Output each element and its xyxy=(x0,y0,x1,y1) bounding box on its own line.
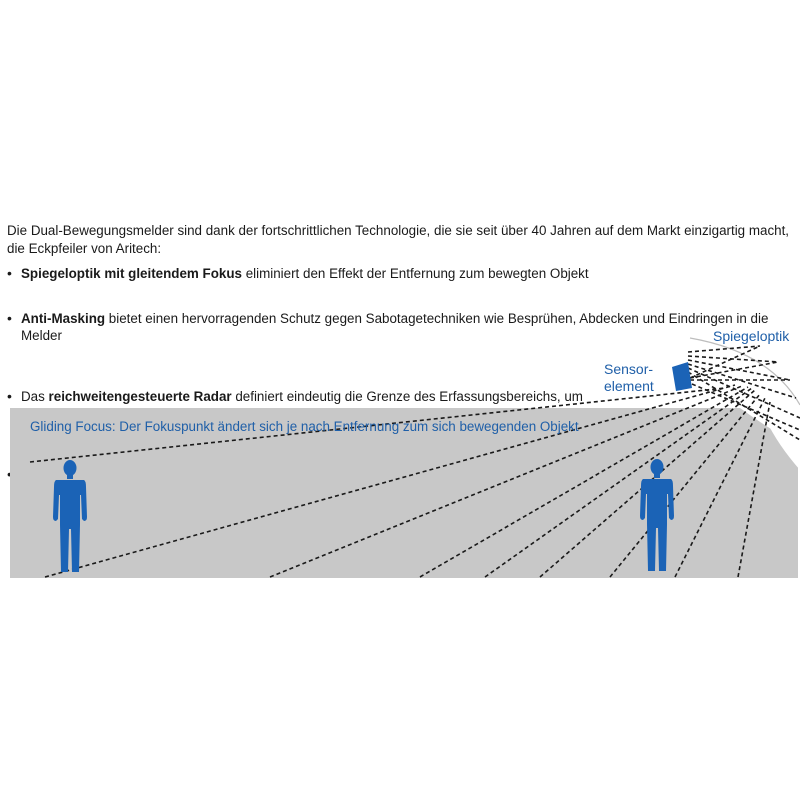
sensor-element xyxy=(672,362,692,391)
intro-text: Die Dual-Bewegungsmelder sind dank der fortschrittlichen Technologie, die sie seit über 40 Jahren auf dem Markt einzigartig macht, die Eckpfeiler von Aritech: xyxy=(7,223,790,256)
feature-highlight: reichweitengesteuerte Radar xyxy=(48,388,232,404)
mirror-optics-label: Spiegeloptik xyxy=(713,328,790,344)
feature-highlight: Spiegeloptik mit gleitendem Fokus xyxy=(21,266,242,281)
feature-text-post: eliminiert den Effekt der Entfernung zum bewegten Objekt xyxy=(241,266,589,281)
feature-text-post: bietet einen hervorragenden Schutz gegen Sabotagetechniken wie Besprühen, Abdecken und Eindringen in die Melder xyxy=(21,310,769,343)
sensor-label-line2: element xyxy=(604,378,654,394)
feature-highlight: Anti-Masking xyxy=(21,310,106,326)
sensor-label-line1: Sensor- xyxy=(604,361,654,377)
feature-text-pre: Das xyxy=(21,388,49,404)
diagram-caption: Gliding Focus: Der Fokuspunkt ändert sich je nach Entfernung zum sich bewegenden Objekt xyxy=(30,419,579,434)
feature-text-post: definiert eindeutig die Grenze des Erfassungsbereichs, um xyxy=(235,388,583,404)
